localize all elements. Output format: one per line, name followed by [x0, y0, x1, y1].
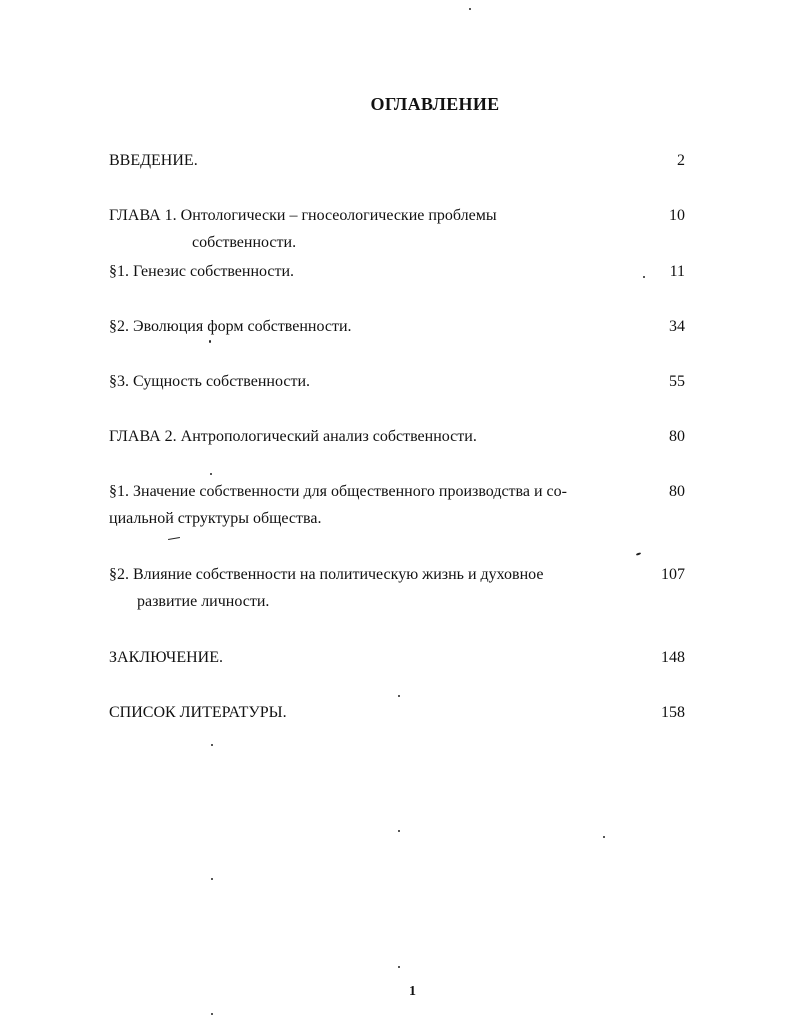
scan-speck	[469, 8, 471, 10]
toc-entry-intro: ВВЕДЕНИЕ.	[109, 152, 198, 169]
toc-entry-conclusion: ЗАКЛЮЧЕНИЕ.	[109, 649, 223, 666]
toc-page-bibliography: 158	[661, 704, 685, 721]
page-title: ОГЛАВЛЕНИЕ	[370, 94, 500, 114]
toc-page-intro: 2	[677, 152, 685, 169]
toc-entry-ch2-s1-line1: §1. Значение собственности для общественного производства и со-	[109, 483, 567, 500]
scan-speck	[210, 473, 212, 475]
scan-speck	[398, 830, 400, 832]
toc-entry-ch2-s2-line1: §2. Влияние собственности на политическую жизнь и духовное	[109, 566, 544, 583]
toc-entry-ch2-s2-line2: развитие личности.	[137, 593, 270, 610]
toc-entry-bibliography: СПИСОК ЛИТЕРАТУРЫ.	[109, 704, 287, 721]
toc-page-ch2-s1: 80	[669, 483, 685, 500]
page-number: 1	[409, 984, 416, 999]
toc-entry-ch1-s3: §3. Сущность собственности.	[109, 373, 311, 390]
toc-entry-chapter1-line1: ГЛАВА 1. Онтологически – гносеологические проблемы	[109, 207, 497, 224]
toc-entry-ch1-s1: §1. Генезис собственности.	[109, 263, 295, 280]
toc-page-ch1-s3: 55	[669, 373, 685, 390]
toc-page-conclusion: 148	[661, 649, 685, 666]
scan-speck	[211, 744, 213, 746]
toc-page-chapter1: 10	[669, 207, 685, 224]
scan-speck	[603, 836, 605, 838]
scan-speck	[636, 552, 641, 556]
scan-speck	[398, 695, 400, 697]
toc-page-ch1-s2: 34	[669, 318, 685, 335]
scan-speck	[211, 1013, 213, 1015]
toc-page-ch2-s2: 107	[661, 566, 685, 583]
toc-entry-ch1-s2: §2. Эволюция форм собственности.	[109, 318, 352, 335]
scan-speck	[168, 537, 180, 540]
toc-entry-chapter2: ГЛАВА 2. Антропологический анализ собственности.	[109, 428, 477, 445]
scan-speck	[398, 966, 400, 968]
toc-entry-ch2-s1-line2: циальной структуры общества.	[109, 510, 322, 527]
toc-page-ch1-s1: 11	[669, 263, 685, 280]
scan-speck	[211, 878, 213, 880]
toc-entry-chapter1-line2: собственности.	[192, 234, 297, 251]
scan-speck	[643, 276, 645, 278]
toc-page-chapter2: 80	[669, 428, 685, 445]
scan-speck	[209, 340, 211, 343]
